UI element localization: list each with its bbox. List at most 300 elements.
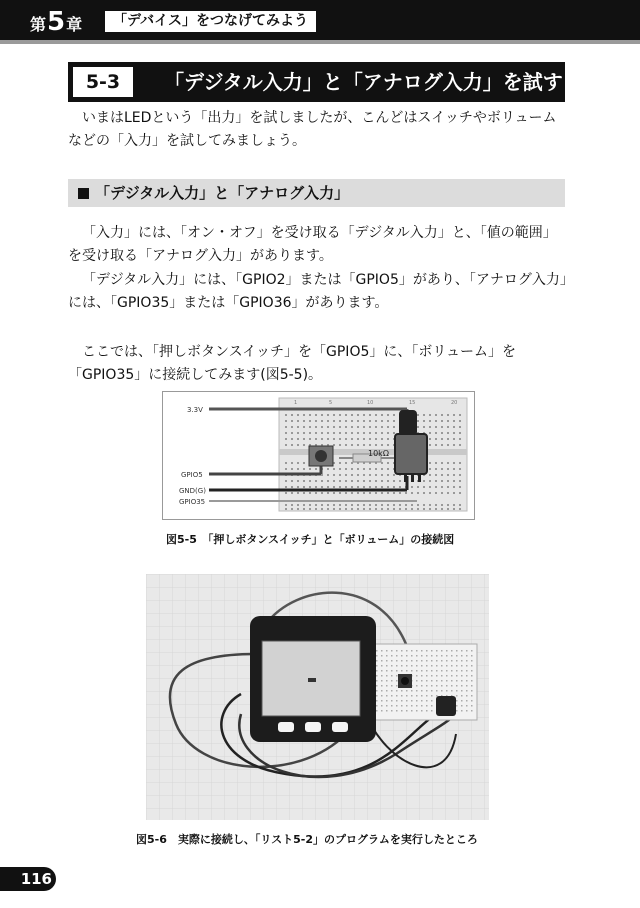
breadboard-hole [451, 680, 453, 682]
breadboard-hole [441, 492, 443, 494]
breadboard-hole [426, 670, 428, 672]
breadboard-hole [386, 655, 388, 657]
breadboard-hole [411, 486, 413, 488]
breadboard-hole [393, 486, 395, 488]
breadboard-hole [386, 710, 388, 712]
breadboard-hole [381, 420, 383, 422]
breadboard-hole [459, 508, 461, 510]
breadboard-hole [351, 438, 353, 440]
breadboard-hole [375, 492, 377, 494]
breadboard-hole [461, 690, 463, 692]
breadboard-hole [411, 650, 413, 652]
breadboard-hole [381, 480, 383, 482]
breadboard-hole [401, 690, 403, 692]
breadboard-hole [417, 414, 419, 416]
device-button-c [332, 722, 348, 732]
breadboard-hole [447, 504, 449, 506]
breadboard-hole [351, 486, 353, 488]
subsection-title: 「デジタル入力」と「アナログ入力」 [95, 184, 350, 202]
breadboard-hole [297, 492, 299, 494]
breadboard-hole [376, 695, 378, 697]
breadboard-hole [466, 685, 468, 687]
breadboard-hole [399, 508, 401, 510]
breadboard-hole [285, 486, 287, 488]
breadboard-hole [327, 508, 329, 510]
breadboard-hole [369, 438, 371, 440]
breadboard-hole [363, 492, 365, 494]
breadboard-hole [426, 665, 428, 667]
breadboard-hole [451, 690, 453, 692]
breadboard-hole [429, 480, 431, 482]
breadboard-hole [461, 685, 463, 687]
breadboard-hole [461, 680, 463, 682]
breadboard-hole [363, 486, 365, 488]
breadboard-hole [321, 486, 323, 488]
breadboard-hole [381, 700, 383, 702]
breadboard-hole [339, 468, 341, 470]
breadboard-hole [411, 508, 413, 510]
breadboard-hole [387, 438, 389, 440]
breadboard-hole [466, 695, 468, 697]
breadboard-hole [429, 504, 431, 506]
breadboard-hole [303, 492, 305, 494]
breadboard-hole [441, 414, 443, 416]
breadboard-hole [315, 486, 317, 488]
breadboard-hole [291, 462, 293, 464]
breadboard-hole [315, 508, 317, 510]
breadboard-hole [426, 660, 428, 662]
breadboard-hole [321, 420, 323, 422]
breadboard-hole [396, 710, 398, 712]
breadboard-hole [399, 486, 401, 488]
breadboard-hole [429, 444, 431, 446]
breadboard-hole [393, 492, 395, 494]
breadboard-hole [436, 660, 438, 662]
breadboard-hole [401, 655, 403, 657]
breadboard-hole [375, 438, 377, 440]
breadboard-hole [339, 420, 341, 422]
breadboard-hole [315, 426, 317, 428]
breadboard-hole [381, 438, 383, 440]
breadboard-hole [376, 685, 378, 687]
breadboard-hole [376, 655, 378, 657]
breadboard-hole [399, 492, 401, 494]
breadboard-hole [431, 705, 433, 707]
potentiometer [436, 696, 456, 716]
breadboard-hole [453, 486, 455, 488]
breadboard-hole [431, 700, 433, 702]
breadboard-hole [363, 468, 365, 470]
breadboard-hole [386, 700, 388, 702]
breadboard-hole [303, 414, 305, 416]
breadboard-hole [459, 426, 461, 428]
breadboard-hole [456, 710, 458, 712]
screen-indicator [308, 678, 316, 682]
breadboard-hole [321, 426, 323, 428]
breadboard-hole [421, 685, 423, 687]
breadboard-hole [309, 468, 311, 470]
breadboard-hole [471, 705, 473, 707]
breadboard-hole [456, 670, 458, 672]
breadboard-hole [435, 480, 437, 482]
breadboard-hole [369, 468, 371, 470]
breadboard-hole [375, 508, 377, 510]
breadboard-hole [285, 426, 287, 428]
breadboard-hole [471, 670, 473, 672]
breadboard-hole [405, 492, 407, 494]
breadboard-hole [429, 426, 431, 428]
chapter-prefix: 第 [30, 15, 47, 34]
breadboard-hole [345, 492, 347, 494]
breadboard-hole [459, 492, 461, 494]
label-3v3: 3.3V [187, 406, 203, 414]
breadboard-hole [459, 438, 461, 440]
breadboard-hole [426, 710, 428, 712]
breadboard-hole [303, 432, 305, 434]
breadboard-hole [309, 426, 311, 428]
breadboard-hole [405, 508, 407, 510]
breadboard-hole [291, 480, 293, 482]
breadboard-hole [453, 444, 455, 446]
breadboard-hole [327, 438, 329, 440]
breadboard-hole [363, 420, 365, 422]
breadboard-hole [423, 492, 425, 494]
breadboard-hole [446, 675, 448, 677]
breadboard-hole [381, 432, 383, 434]
breadboard-hole [399, 504, 401, 506]
breadboard-hole [436, 675, 438, 677]
breadboard-hole [369, 480, 371, 482]
breadboard-hole [285, 462, 287, 464]
breadboard-hole [441, 508, 443, 510]
breadboard-hole [453, 504, 455, 506]
breadboard-hole [393, 508, 395, 510]
breadboard-hole [406, 655, 408, 657]
breadboard-hole [391, 680, 393, 682]
breadboard-hole [327, 468, 329, 470]
breadboard-hole [391, 690, 393, 692]
breadboard-hole [466, 680, 468, 682]
breadboard-hole [429, 420, 431, 422]
breadboard-hole [327, 504, 329, 506]
breadboard-hole [447, 420, 449, 422]
breadboard-hole [461, 655, 463, 657]
breadboard-hole [345, 444, 347, 446]
breadboard-hole [435, 504, 437, 506]
breadboard-hole [297, 438, 299, 440]
breadboard-hole [466, 670, 468, 672]
breadboard-hole [466, 665, 468, 667]
breadboard-hole [321, 508, 323, 510]
breadboard-hole [369, 504, 371, 506]
breadboard-hole [416, 665, 418, 667]
breadboard-hole [447, 444, 449, 446]
breadboard-hole [423, 426, 425, 428]
breadboard-hole [406, 690, 408, 692]
breadboard-hole [375, 432, 377, 434]
figure-5-5-caption: 図5-5 「押しボタンスイッチ」と「ボリューム」の接続図 [166, 533, 455, 546]
breadboard-hole [321, 480, 323, 482]
breadboard-hole [345, 420, 347, 422]
breadboard-hole [339, 480, 341, 482]
breadboard-hole [333, 480, 335, 482]
breadboard-hole [303, 444, 305, 446]
breadboard-hole [421, 710, 423, 712]
breadboard-hole [441, 650, 443, 652]
breadboard-hole [441, 486, 443, 488]
breadboard-hole [315, 468, 317, 470]
breadboard-hole [447, 438, 449, 440]
column-number: 10 [367, 400, 374, 406]
breadboard-hole [429, 432, 431, 434]
breadboard-hole [421, 675, 423, 677]
breadboard-hole [381, 665, 383, 667]
breadboard-hole [451, 685, 453, 687]
breadboard-hole [309, 480, 311, 482]
breadboard-hole [351, 432, 353, 434]
breadboard-hole [297, 444, 299, 446]
breadboard-hole [461, 695, 463, 697]
breadboard-hole [406, 695, 408, 697]
breadboard-hole [291, 444, 293, 446]
breadboard-hole [351, 420, 353, 422]
breadboard-hole [396, 650, 398, 652]
breadboard-hole [456, 690, 458, 692]
breadboard-hole [405, 504, 407, 506]
breadboard-hole [435, 492, 437, 494]
breadboard-hole [345, 508, 347, 510]
breadboard-hole [391, 650, 393, 652]
page-number: 116 [0, 867, 56, 891]
breadboard-hole [456, 660, 458, 662]
breadboard-hole [423, 414, 425, 416]
breadboard-hole [315, 480, 317, 482]
breadboard-hole [387, 462, 389, 464]
breadboard-hole [363, 444, 365, 446]
push-button-cap [401, 677, 409, 685]
breadboard-hole [423, 486, 425, 488]
breadboard-hole [375, 420, 377, 422]
breadboard-hole [387, 480, 389, 482]
breadboard-hole [456, 675, 458, 677]
breadboard-hole [441, 665, 443, 667]
breadboard-hole [453, 462, 455, 464]
breadboard-hole [369, 474, 371, 476]
figure-5-6-caption: 図5-6 実際に接続し、「リスト5-2」のプログラムを実行したところ [136, 833, 478, 846]
breadboard-hole [435, 468, 437, 470]
breadboard-hole [471, 695, 473, 697]
breadboard-hole [291, 426, 293, 428]
breadboard-hole [421, 695, 423, 697]
breadboard-hole [406, 670, 408, 672]
breadboard-hole [381, 426, 383, 428]
breadboard-hole [321, 414, 323, 416]
breadboard-hole [451, 675, 453, 677]
label-gpio35: GPIO35 [179, 498, 206, 506]
chapter-suffix: 章 [66, 15, 83, 34]
breadboard-hole [436, 655, 438, 657]
breadboard-hole [339, 438, 341, 440]
breadboard-hole [447, 480, 449, 482]
breadboard-hole [411, 690, 413, 692]
breadboard-hole [466, 660, 468, 662]
figure-5-6-photo [146, 574, 489, 820]
breadboard-hole [393, 504, 395, 506]
breadboard-hole [393, 414, 395, 416]
paragraph-connection: ここでは、「押しボタンスイッチ」を「GPIO5」に、「ボリューム」を「GPIO35」に接続してみます(図5-5)。 [68, 344, 516, 383]
breadboard-hole [421, 680, 423, 682]
breadboard-hole [391, 710, 393, 712]
breadboard-hole [431, 690, 433, 692]
breadboard-hole [309, 486, 311, 488]
breadboard-hole [435, 414, 437, 416]
breadboard-hole [426, 680, 428, 682]
breadboard-hole [451, 665, 453, 667]
breadboard-hole [357, 414, 359, 416]
breadboard-hole [387, 504, 389, 506]
breadboard-hole [436, 665, 438, 667]
breadboard-hole [396, 690, 398, 692]
breadboard-hole [441, 504, 443, 506]
breadboard-hole [423, 420, 425, 422]
breadboard-hole [387, 486, 389, 488]
breadboard-hole [441, 468, 443, 470]
breadboard-hole [321, 432, 323, 434]
breadboard-hole [309, 432, 311, 434]
breadboard-hole [391, 675, 393, 677]
breadboard-hole [401, 695, 403, 697]
breadboard-hole [429, 468, 431, 470]
breadboard-hole [456, 650, 458, 652]
breadboard-hole [376, 665, 378, 667]
breadboard-hole [441, 670, 443, 672]
potentiometer-pin [418, 474, 421, 482]
breadboard-hole [453, 420, 455, 422]
breadboard-hole [431, 660, 433, 662]
breadboard-hole [315, 420, 317, 422]
breadboard-hole [459, 474, 461, 476]
breadboard-hole [391, 670, 393, 672]
breadboard-hole [429, 438, 431, 440]
breadboard-hole [387, 468, 389, 470]
breadboard-hole [303, 480, 305, 482]
breadboard-hole [339, 426, 341, 428]
breadboard-hole [447, 486, 449, 488]
breadboard-hole [376, 680, 378, 682]
breadboard-hole [435, 486, 437, 488]
breadboard-hole [285, 508, 287, 510]
breadboard-hole [391, 665, 393, 667]
breadboard-hole [291, 486, 293, 488]
breadboard-hole [327, 426, 329, 428]
breadboard-hole [333, 432, 335, 434]
breadboard-hole [446, 680, 448, 682]
breadboard-hole [426, 705, 428, 707]
label-gnd: GND(G) [179, 487, 206, 495]
breadboard-hole [381, 670, 383, 672]
breadboard-hole [375, 426, 377, 428]
breadboard-hole [386, 650, 388, 652]
breadboard-hole [446, 690, 448, 692]
breadboard-hole [333, 438, 335, 440]
breadboard-hole [297, 420, 299, 422]
breadboard-hole [333, 492, 335, 494]
breadboard-hole [369, 486, 371, 488]
device-button-a [278, 722, 294, 732]
breadboard-hole [381, 474, 383, 476]
breadboard-hole [406, 650, 408, 652]
breadboard-hole [423, 504, 425, 506]
breadboard-hole [333, 414, 335, 416]
breadboard-hole [386, 705, 388, 707]
breadboard-hole [369, 414, 371, 416]
breadboard-hole [453, 426, 455, 428]
breadboard-hole [453, 438, 455, 440]
breadboard-hole [406, 665, 408, 667]
breadboard-hole [303, 508, 305, 510]
breadboard-hole [441, 655, 443, 657]
breadboard-hole [315, 492, 317, 494]
breadboard-hole [391, 705, 393, 707]
breadboard-hole [441, 690, 443, 692]
breadboard-hole [426, 690, 428, 692]
breadboard-hole [376, 710, 378, 712]
breadboard-hole [446, 685, 448, 687]
breadboard-hole [459, 480, 461, 482]
chapter-rule [0, 40, 640, 44]
breadboard-hole [446, 655, 448, 657]
breadboard-hole [333, 508, 335, 510]
breadboard-hole [447, 432, 449, 434]
breadboard-hole [285, 420, 287, 422]
breadboard-hole [447, 508, 449, 510]
breadboard-hole [453, 492, 455, 494]
breadboard-hole [456, 695, 458, 697]
breadboard-hole [339, 508, 341, 510]
column-number: 5 [329, 400, 333, 406]
breadboard-hole [459, 504, 461, 506]
breadboard-hole [321, 504, 323, 506]
breadboard-hole [333, 504, 335, 506]
breadboard-hole [321, 438, 323, 440]
breadboard-hole [459, 420, 461, 422]
breadboard-hole [401, 660, 403, 662]
breadboard-hole [321, 492, 323, 494]
breadboard-hole [357, 468, 359, 470]
breadboard-hole [431, 680, 433, 682]
breadboard-hole [396, 695, 398, 697]
breadboard-hole [381, 685, 383, 687]
breadboard-hole [333, 420, 335, 422]
breadboard-hole [451, 670, 453, 672]
breadboard-hole [391, 695, 393, 697]
breadboard-hole [386, 695, 388, 697]
chapter-label [30, 7, 82, 37]
breadboard-hole [345, 468, 347, 470]
breadboard-hole [327, 492, 329, 494]
breadboard-hole [386, 660, 388, 662]
breadboard-hole [376, 660, 378, 662]
breadboard-hole [436, 670, 438, 672]
breadboard-hole [297, 462, 299, 464]
breadboard-hole [309, 504, 311, 506]
breadboard-hole [423, 480, 425, 482]
breadboard-hole [339, 486, 341, 488]
breadboard-hole [393, 426, 395, 428]
breadboard-hole [387, 508, 389, 510]
breadboard-hole [309, 420, 311, 422]
breadboard-hole [357, 480, 359, 482]
